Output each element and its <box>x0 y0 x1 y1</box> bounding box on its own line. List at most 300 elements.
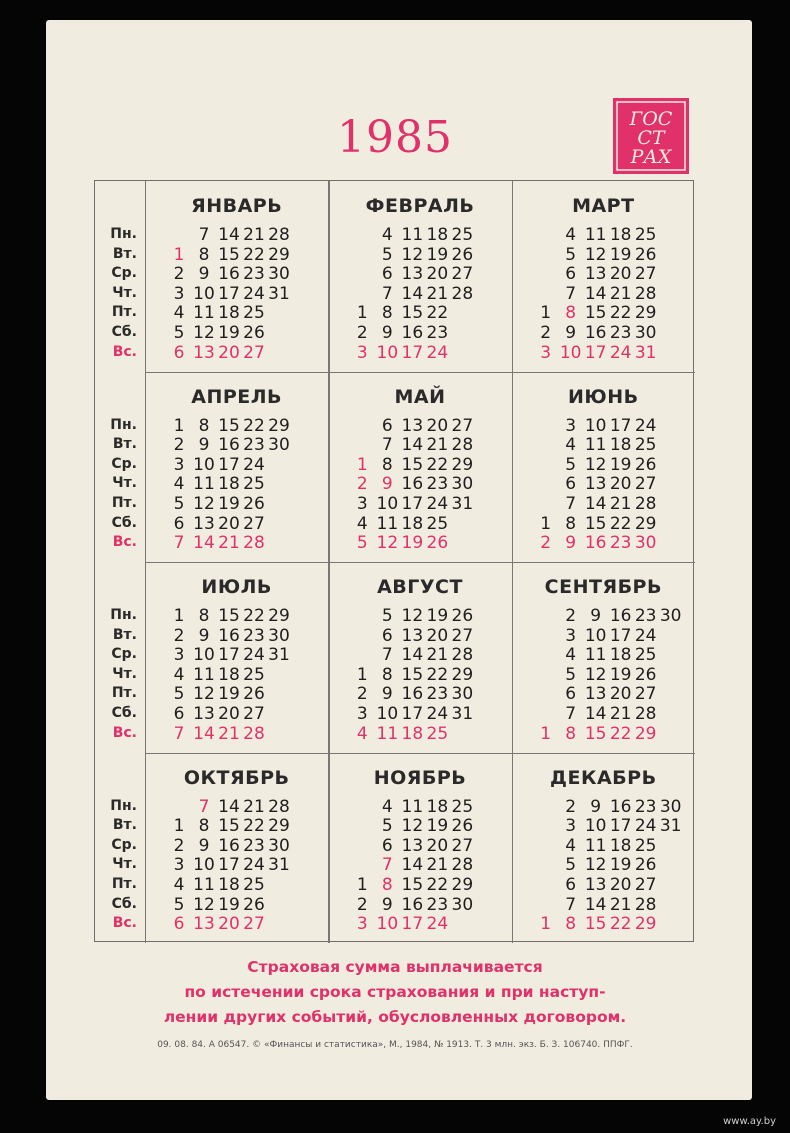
month-name: АВГУСТ <box>377 576 463 598</box>
calendar-day: 9 <box>590 796 602 817</box>
calendar-day: 7 <box>198 225 210 245</box>
calendar-day: 18 <box>426 225 449 245</box>
calendar-day: 1 <box>173 606 185 626</box>
calendar-day: 5 <box>381 816 393 837</box>
calendar-day: 4 <box>356 513 368 534</box>
calendar-day: 30 <box>451 684 474 705</box>
calendar-day: 6 <box>381 415 393 436</box>
calendar-day: 2 <box>173 625 185 646</box>
logo-line-1: ГОС <box>629 108 673 130</box>
calendar-day: 9 <box>198 625 210 646</box>
calendar-day: 24 <box>243 283 265 304</box>
calendar-day: 14 <box>401 645 424 666</box>
calendar-day: 27 <box>243 704 265 724</box>
calendar-day: 22 <box>609 513 632 534</box>
weekday-label: Пт. <box>111 685 137 702</box>
weekday-label: Пн. <box>110 226 137 242</box>
calendar-day: 28 <box>451 435 474 456</box>
calendar-day: 2 <box>356 684 368 705</box>
calendar-day: 13 <box>584 264 607 285</box>
calendar-day: 25 <box>451 225 474 245</box>
calendar-day: 17 <box>584 342 607 363</box>
calendar-day: 23 <box>243 435 265 456</box>
calendar-day: 1 <box>540 303 552 324</box>
calendar-day: 28 <box>634 283 657 304</box>
calendar-day: 27 <box>451 625 474 646</box>
calendar-day: 25 <box>634 435 657 456</box>
calendar-day: 1 <box>356 664 368 685</box>
month-name: ЯНВАРЬ <box>191 195 283 217</box>
calendar-day: 17 <box>218 855 240 876</box>
calendar-day: 16 <box>584 323 607 343</box>
calendar-day: 27 <box>451 835 474 856</box>
calendar-day: 13 <box>584 874 607 895</box>
calendar-day: 28 <box>243 723 265 744</box>
calendar-day: 7 <box>381 435 393 456</box>
calendar-day: 23 <box>243 835 265 856</box>
calendar-day: 12 <box>193 323 215 343</box>
calendar-day: 25 <box>451 796 474 817</box>
calendar-day: 18 <box>218 474 240 495</box>
calendar-day: 5 <box>565 664 577 685</box>
calendar-day: 4 <box>565 645 577 666</box>
calendar-day: 4 <box>173 474 185 495</box>
calendar-day: 25 <box>243 303 265 324</box>
calendar-day: 30 <box>659 796 682 817</box>
calendar-day: 20 <box>218 342 240 363</box>
calendar-day: 30 <box>659 606 682 626</box>
weekday-label: Сб. <box>111 324 137 340</box>
calendar-day: 27 <box>634 264 657 285</box>
calendar-day: 6 <box>565 474 577 495</box>
calendar-day: 18 <box>609 435 632 456</box>
calendar-day: 13 <box>193 914 215 935</box>
calendar-day: 15 <box>401 303 424 324</box>
calendar-day: 31 <box>659 816 682 837</box>
calendar-day: 12 <box>193 894 215 915</box>
calendar-day: 16 <box>401 684 424 705</box>
calendar-day: 2 <box>173 835 185 856</box>
calendar-day: 29 <box>451 874 474 895</box>
calendar-day: 15 <box>584 914 607 935</box>
calendar-day: 14 <box>584 894 607 915</box>
calendar-day: 6 <box>173 342 185 363</box>
calendar-day: 17 <box>401 914 424 935</box>
calendar-day: 14 <box>584 493 607 514</box>
calendar-day: 12 <box>401 606 424 626</box>
calendar-day: 14 <box>584 283 607 304</box>
calendar-day: 26 <box>634 244 657 265</box>
calendar-day: 6 <box>381 264 393 285</box>
calendar-day: 3 <box>173 283 185 304</box>
month-name: НОЯБРЬ <box>373 766 467 789</box>
calendar-day: 4 <box>565 835 577 856</box>
month-block <box>512 372 695 563</box>
calendar-day: 6 <box>565 684 577 705</box>
calendar-day: 22 <box>243 415 265 436</box>
calendar-day: 3 <box>173 645 185 666</box>
calendar-day: 10 <box>193 283 215 304</box>
calendar-day: 13 <box>401 625 424 646</box>
calendar-day: 17 <box>218 283 240 304</box>
month-name: АПРЕЛЬ <box>191 385 283 408</box>
calendar-day: 31 <box>451 493 474 514</box>
calendar-day: 12 <box>401 244 424 265</box>
calendar-day: 31 <box>634 342 657 363</box>
calendar-day: 20 <box>426 835 449 856</box>
calendar-day: 17 <box>609 415 632 436</box>
calendar-day: 2 <box>565 796 577 817</box>
calendar-day: 17 <box>401 342 424 363</box>
gosstrakh-logo <box>613 98 689 174</box>
calendar-day: 14 <box>401 435 424 456</box>
month-name: ФЕВРАЛЬ <box>365 195 475 217</box>
calendar-day: 7 <box>565 894 577 915</box>
calendar-day: 17 <box>218 645 240 666</box>
calendar-day: 16 <box>401 323 424 343</box>
calendar-day: 11 <box>584 645 607 666</box>
calendar-day: 1 <box>540 914 552 935</box>
month-block <box>145 753 328 944</box>
calendar-day: 29 <box>634 513 657 534</box>
calendar-day: 20 <box>218 704 240 724</box>
calendar-day: 3 <box>540 342 552 363</box>
weekday-label: Ср. <box>111 836 137 853</box>
calendar-day: 19 <box>609 664 632 685</box>
calendar-day: 6 <box>173 914 185 935</box>
calendar-day: 3 <box>565 625 577 646</box>
calendar-day: 3 <box>356 914 368 935</box>
calendar-day: 19 <box>426 606 449 626</box>
calendar-day: 27 <box>243 513 265 534</box>
calendar-day: 14 <box>218 796 240 817</box>
calendar-day: 10 <box>584 415 607 436</box>
calendar-day: 24 <box>426 342 449 363</box>
calendar-day: 1 <box>356 454 368 475</box>
calendar-day: 24 <box>426 704 449 724</box>
calendar-day: 22 <box>426 874 449 895</box>
calendar-day: 28 <box>451 855 474 876</box>
calendar-day: 17 <box>401 704 424 724</box>
calendar-day: 11 <box>584 225 607 245</box>
calendar-day: 9 <box>198 264 210 285</box>
calendar-day: 24 <box>243 855 265 876</box>
weekday-label: Вс. <box>112 724 137 741</box>
calendar-day: 29 <box>634 303 657 324</box>
calendar-day: 12 <box>193 684 215 705</box>
calendar-day: 25 <box>243 474 265 495</box>
month-block <box>328 753 511 944</box>
calendar-day: 5 <box>565 454 577 475</box>
weekday-label: Пт. <box>111 304 137 321</box>
publisher-imprint: 09. 08. 84. А 06547. © «Финансы и статистика», М., 1984, № 1913. Т. 3 млн. экз. Б. З. 106740. ППФГ. <box>157 1040 633 1050</box>
calendar-day: 23 <box>243 264 265 285</box>
calendar-day: 7 <box>381 645 393 666</box>
calendar-day: 14 <box>401 283 424 304</box>
calendar-day: 10 <box>376 914 399 935</box>
calendar-day: 25 <box>243 874 265 895</box>
calendar-day: 23 <box>426 323 449 343</box>
calendar-day: 15 <box>584 723 607 744</box>
calendar-day: 9 <box>381 474 393 495</box>
calendar-day: 21 <box>218 533 240 554</box>
calendar-day: 13 <box>401 264 424 285</box>
calendar-day: 10 <box>559 342 582 363</box>
calendar-day: 24 <box>634 415 657 436</box>
calendar-day: 6 <box>381 835 393 856</box>
calendar-day: 28 <box>634 894 657 915</box>
calendar-day: 8 <box>381 454 393 475</box>
calendar-day: 1 <box>173 816 185 837</box>
calendar-day: 6 <box>565 264 577 285</box>
calendar-day: 16 <box>401 894 424 915</box>
calendar-day: 15 <box>401 874 424 895</box>
calendar-day: 20 <box>609 474 632 495</box>
calendar-day: 13 <box>193 342 215 363</box>
calendar-day: 27 <box>451 415 474 436</box>
calendar-day: 19 <box>401 533 424 554</box>
calendar-day: 1 <box>356 303 368 324</box>
logo-line-2: СТ <box>637 127 665 149</box>
calendar-day: 11 <box>584 435 607 456</box>
calendar-day: 8 <box>198 244 210 265</box>
calendar-day: 8 <box>565 723 577 744</box>
calendar-day: 20 <box>609 874 632 895</box>
calendar-day: 15 <box>584 513 607 534</box>
calendar-day: 2 <box>540 323 552 343</box>
calendar-day: 12 <box>584 244 607 265</box>
calendar-day: 4 <box>173 664 185 685</box>
calendar-day: 17 <box>609 625 632 646</box>
calendar-day: 28 <box>451 283 474 304</box>
weekday-label: Вс. <box>112 915 137 932</box>
calendar-day: 8 <box>565 303 577 324</box>
calendar-day: 31 <box>451 704 474 724</box>
calendar-day: 6 <box>173 704 185 724</box>
calendar-day: 12 <box>193 493 215 514</box>
calendar-day: 27 <box>634 474 657 495</box>
calendar-day: 16 <box>218 835 240 856</box>
calendar-day: 1 <box>540 513 552 534</box>
calendar-day: 5 <box>173 493 185 514</box>
calendar-day: 21 <box>609 493 632 514</box>
calendar-day: 19 <box>609 855 632 876</box>
calendar-day: 24 <box>426 914 449 935</box>
calendar-day: 26 <box>243 894 265 915</box>
calendar-day: 18 <box>401 723 424 744</box>
calendar-day: 29 <box>268 244 290 265</box>
calendar-day: 19 <box>218 323 240 343</box>
weekday-label: Ср. <box>111 455 137 472</box>
calendar-day: 1 <box>173 244 185 265</box>
weekday-label: Вт. <box>112 626 137 643</box>
calendar-day: 30 <box>268 264 290 285</box>
calendar-day: 2 <box>356 894 368 915</box>
weekday-label: Ср. <box>111 646 137 663</box>
calendar-day: 5 <box>381 606 393 626</box>
calendar-day: 10 <box>376 493 399 514</box>
calendar-day: 9 <box>381 894 393 915</box>
weekday-label: Чт. <box>112 475 137 492</box>
calendar-day: 20 <box>218 914 240 935</box>
calendar-day: 17 <box>609 816 632 837</box>
month-name: ДЕКАБРЬ <box>550 766 657 789</box>
calendar-day: 3 <box>356 493 368 514</box>
calendar-day: 8 <box>381 303 393 324</box>
calendar-day: 1 <box>356 874 368 895</box>
calendar-day: 15 <box>401 454 424 475</box>
calendar-day: 2 <box>565 606 577 626</box>
calendar-day: 4 <box>356 723 368 744</box>
calendar-day: 11 <box>193 874 215 895</box>
calendar-day: 24 <box>634 625 657 646</box>
calendar-day: 20 <box>609 264 632 285</box>
calendar-day: 18 <box>609 225 632 245</box>
calendar-day: 3 <box>173 855 185 876</box>
month-name: ИЮНЬ <box>568 385 639 408</box>
calendar-day: 21 <box>609 704 632 724</box>
calendar-day: 28 <box>634 704 657 724</box>
calendar-day: 11 <box>584 835 607 856</box>
calendar-day: 16 <box>609 606 632 626</box>
calendar-day: 19 <box>426 244 449 265</box>
logo-line-3: РАХ <box>630 146 672 168</box>
watermark: www.ay.by <box>723 1116 776 1127</box>
calendar-day: 24 <box>634 816 657 837</box>
calendar-day: 14 <box>401 855 424 876</box>
calendar-day: 12 <box>584 454 607 475</box>
calendar-day: 29 <box>268 606 290 626</box>
calendar-day: 27 <box>634 874 657 895</box>
calendar-day: 8 <box>381 664 393 685</box>
calendar-day: 4 <box>565 225 577 245</box>
calendar-day: 20 <box>426 625 449 646</box>
calendar-day: 2 <box>173 435 185 456</box>
calendar-day: 23 <box>609 323 632 343</box>
weekday-label: Вс. <box>112 343 137 360</box>
calendar-day: 11 <box>376 723 399 744</box>
month-block <box>145 372 328 563</box>
calendar-day: 22 <box>243 816 265 837</box>
footer-line-1: Страховая сумма выплачивается <box>247 958 543 976</box>
calendar-day: 26 <box>634 454 657 475</box>
calendar-day: 9 <box>565 533 577 554</box>
month-block <box>145 562 328 753</box>
calendar-day: 8 <box>381 874 393 895</box>
month-name: МАРТ <box>572 195 635 217</box>
month-block <box>512 181 695 372</box>
calendar-day: 25 <box>243 664 265 685</box>
calendar-day: 17 <box>218 454 240 475</box>
calendar-day: 13 <box>584 684 607 705</box>
calendar-day: 25 <box>634 835 657 856</box>
calendar-day: 9 <box>381 684 393 705</box>
calendar-day: 7 <box>173 533 185 554</box>
calendar-day: 1 <box>540 723 552 744</box>
calendar-day: 24 <box>243 454 265 475</box>
calendar-day: 18 <box>426 796 449 817</box>
calendar-day: 25 <box>426 513 449 534</box>
calendar-day: 26 <box>451 606 474 626</box>
calendar-day: 9 <box>198 835 210 856</box>
calendar-day: 23 <box>426 684 449 705</box>
calendar-day: 12 <box>584 664 607 685</box>
calendar-day: 10 <box>376 704 399 724</box>
weekday-label: Пн. <box>110 797 137 814</box>
calendar-day: 18 <box>609 835 632 856</box>
calendar-day: 8 <box>565 914 577 935</box>
calendar-year: 1985 <box>337 112 453 163</box>
month-name: ОКТЯБРЬ <box>183 766 290 789</box>
weekday-label: Сб. <box>111 514 137 531</box>
calendar-day: 21 <box>243 225 265 245</box>
calendar-day: 22 <box>609 723 632 744</box>
weekday-label: Вт. <box>112 817 137 834</box>
calendar-day: 31 <box>268 283 290 304</box>
calendar-day: 7 <box>381 283 393 304</box>
calendar-day: 31 <box>268 645 290 666</box>
calendar-day: 28 <box>268 225 290 245</box>
calendar-day: 23 <box>634 796 657 817</box>
calendar-day: 4 <box>173 874 185 895</box>
weekday-label: Сб. <box>111 895 137 912</box>
calendar-day: 25 <box>634 645 657 666</box>
calendar-day: 7 <box>565 493 577 514</box>
calendar-day: 18 <box>609 645 632 666</box>
calendar-day: 19 <box>609 244 632 265</box>
calendar-day: 17 <box>401 493 424 514</box>
month-name: МАЙ <box>394 385 446 408</box>
month-block <box>512 562 695 753</box>
calendar-day: 21 <box>426 645 449 666</box>
calendar-day: 21 <box>243 796 265 817</box>
month-block <box>145 181 328 372</box>
calendar-day: 20 <box>426 264 449 285</box>
month-block <box>512 753 695 944</box>
calendar-day: 16 <box>401 474 424 495</box>
weekday-label: Вт. <box>112 436 137 453</box>
calendar-day: 24 <box>609 342 632 363</box>
calendar-day: 20 <box>609 684 632 705</box>
calendar-day: 22 <box>243 606 265 626</box>
calendar-day: 5 <box>173 684 185 705</box>
month-block <box>328 181 511 372</box>
calendar-day: 8 <box>198 606 210 626</box>
calendar-day: 28 <box>634 493 657 514</box>
calendar-day: 15 <box>218 606 240 626</box>
calendar-day: 8 <box>198 816 210 837</box>
footer-line-3: лении других событий, обусловленных договором. <box>163 1008 627 1026</box>
calendar-day: 13 <box>193 704 215 724</box>
calendar-day: 5 <box>565 244 577 265</box>
calendar-day: 23 <box>243 625 265 646</box>
weekday-label: Ср. <box>111 265 137 282</box>
calendar-day: 10 <box>584 816 607 837</box>
calendar-day: 30 <box>268 435 290 456</box>
calendar-day: 5 <box>173 894 185 915</box>
calendar-day: 5 <box>356 533 368 554</box>
calendar-day: 15 <box>584 303 607 324</box>
calendar-day: 23 <box>609 533 632 554</box>
calendar-day: 2 <box>540 533 552 554</box>
calendar-day: 11 <box>401 796 424 817</box>
calendar-day: 5 <box>173 323 185 343</box>
calendar-day: 21 <box>609 894 632 915</box>
calendar-day: 29 <box>634 723 657 744</box>
calendar-day: 5 <box>381 244 393 265</box>
calendar-day: 3 <box>356 704 368 724</box>
calendar-day: 15 <box>401 664 424 685</box>
